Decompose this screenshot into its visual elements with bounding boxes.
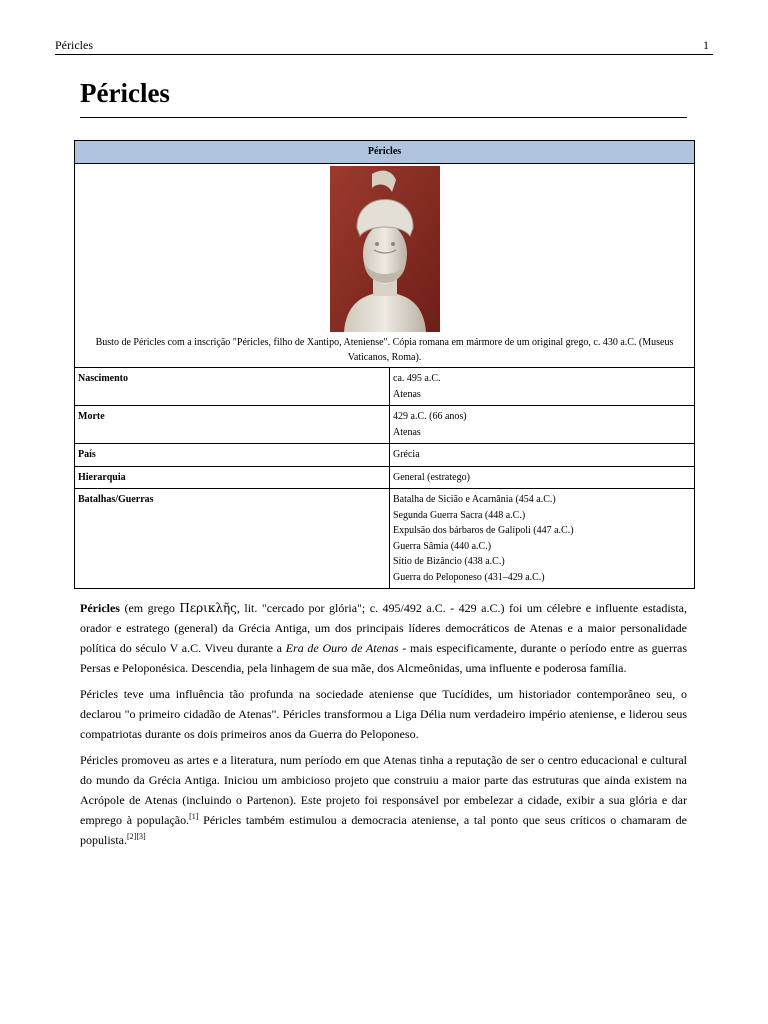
infobox-row bbox=[75, 406, 695, 444]
running-head-title: Péricles bbox=[55, 38, 93, 52]
row-value-nascimento bbox=[390, 368, 695, 406]
row-value-pais bbox=[390, 444, 695, 467]
citation-link[interactable]: [1] bbox=[189, 812, 199, 821]
subject-name: Péricles bbox=[80, 601, 120, 615]
battle-link[interactable]: Expulsão dos bárbaros de Galípoli (447 a.C.) bbox=[393, 525, 574, 536]
row-label-morte: Morte bbox=[75, 406, 390, 444]
article-body bbox=[80, 598, 687, 856]
running-head bbox=[55, 36, 713, 55]
battle-link[interactable]: Guerra Sâmia (440 a.C.) bbox=[393, 540, 492, 552]
paragraph-intro bbox=[80, 598, 687, 678]
infobox bbox=[74, 140, 695, 589]
text-run: (em grego bbox=[119, 601, 180, 615]
page-title: Péricles bbox=[80, 78, 687, 118]
infobox-row bbox=[75, 466, 695, 489]
page-number: 1 bbox=[703, 38, 709, 52]
battle-link[interactable]: Batalha de Sicião e Acarnânia (454 a.C.) bbox=[393, 494, 556, 505]
infobox-row bbox=[75, 444, 695, 467]
value-line: ca. 495 a.C. bbox=[393, 373, 441, 384]
paragraph-influence: Péricles teve uma influência tão profunda na sociedade ateniense que Tucídides, um historiador contemporâneo seu, o declarou "o primeiro cidadão de Atenas". Péricles transformou a Liga Délia num verdadeiro império ateniense, e liderou seus compatriotas durante os dois primeiros anos da Guerra do Peloponeso. bbox=[80, 687, 687, 741]
row-label-pais: País bbox=[75, 444, 390, 467]
infobox-row bbox=[75, 489, 695, 589]
value-line[interactable]: Atenas bbox=[393, 426, 421, 438]
row-label-hierarquia: Hierarquia bbox=[75, 466, 390, 489]
citation-link[interactable]: [2][3] bbox=[127, 832, 146, 841]
greek-name: Περικλῆς bbox=[179, 601, 237, 615]
infobox-header: Péricles bbox=[75, 141, 695, 164]
text-run: - mais especificamente, durante o período entre as guerras Persas e Peloponésica. Descendia, pela linhagem de sua mãe, dos Alcmeônidas, uma influente e poderosa família. bbox=[80, 641, 687, 675]
battle-link[interactable]: Guerra do Peloponeso (431–429 a.C.) bbox=[393, 571, 545, 583]
era-link[interactable]: Era de Ouro de Atenas bbox=[285, 641, 399, 655]
text-run: , lit. "cercado por glória"; c. 495/492 a.C. - 429 a.C.) foi um célebre e influente estadista, orador e estratego (general) da Grécia Antiga, um dos principais líderes democráticos de Atenas e a maior personalidade política do século V a.C. Viveu durante a bbox=[80, 601, 687, 655]
value-line[interactable]: Grécia bbox=[393, 449, 420, 460]
row-value-batalhas bbox=[390, 489, 695, 589]
battle-link[interactable]: Segunda Guerra Sacra (448 a.C.) bbox=[393, 509, 526, 521]
battle-link[interactable]: Sítio de Bizâncio (438 a.C.) bbox=[393, 556, 505, 567]
text-run: Péricles também estimulou a democracia ateniense, a tal ponto que seus críticos o chamaram de populista. bbox=[80, 813, 688, 847]
row-label-batalhas: Batalhas/Guerras bbox=[75, 489, 390, 589]
pericles-bust-image[interactable] bbox=[330, 166, 440, 332]
infobox-image-cell bbox=[75, 164, 695, 368]
value-line: 429 a.C. (66 anos) bbox=[393, 411, 467, 422]
row-value-morte bbox=[390, 406, 695, 444]
row-value-hierarquia bbox=[390, 466, 695, 489]
value-line[interactable]: Atenas bbox=[393, 388, 421, 400]
row-label-nascimento: Nascimento bbox=[75, 368, 390, 406]
text-run: Péricles promoveu as artes e a literatura, num período em que Atenas tinha a reputação de ser o centro educacional e cultural do mundo da Grécia Antiga. Iniciou um ambicioso projeto que construiu a maior parte das estruturas que ainda existem na Acrópole de Atenas (incluindo o Partenon). Este projeto foi responsável por embelezar a cidade, exibir a sua glória e dar emprego à população. bbox=[80, 753, 687, 827]
infobox-row bbox=[75, 368, 695, 406]
image-caption: Busto de Péricles com a inscrição "Péricles, filho de Xantipo, Ateniense". Cópia romana em mármore de um original grego, c. 430 a.C. (Museus Vaticanos, Roma). bbox=[95, 337, 674, 363]
paragraph-arts bbox=[80, 750, 687, 850]
value-line: General (estratego) bbox=[393, 471, 470, 483]
